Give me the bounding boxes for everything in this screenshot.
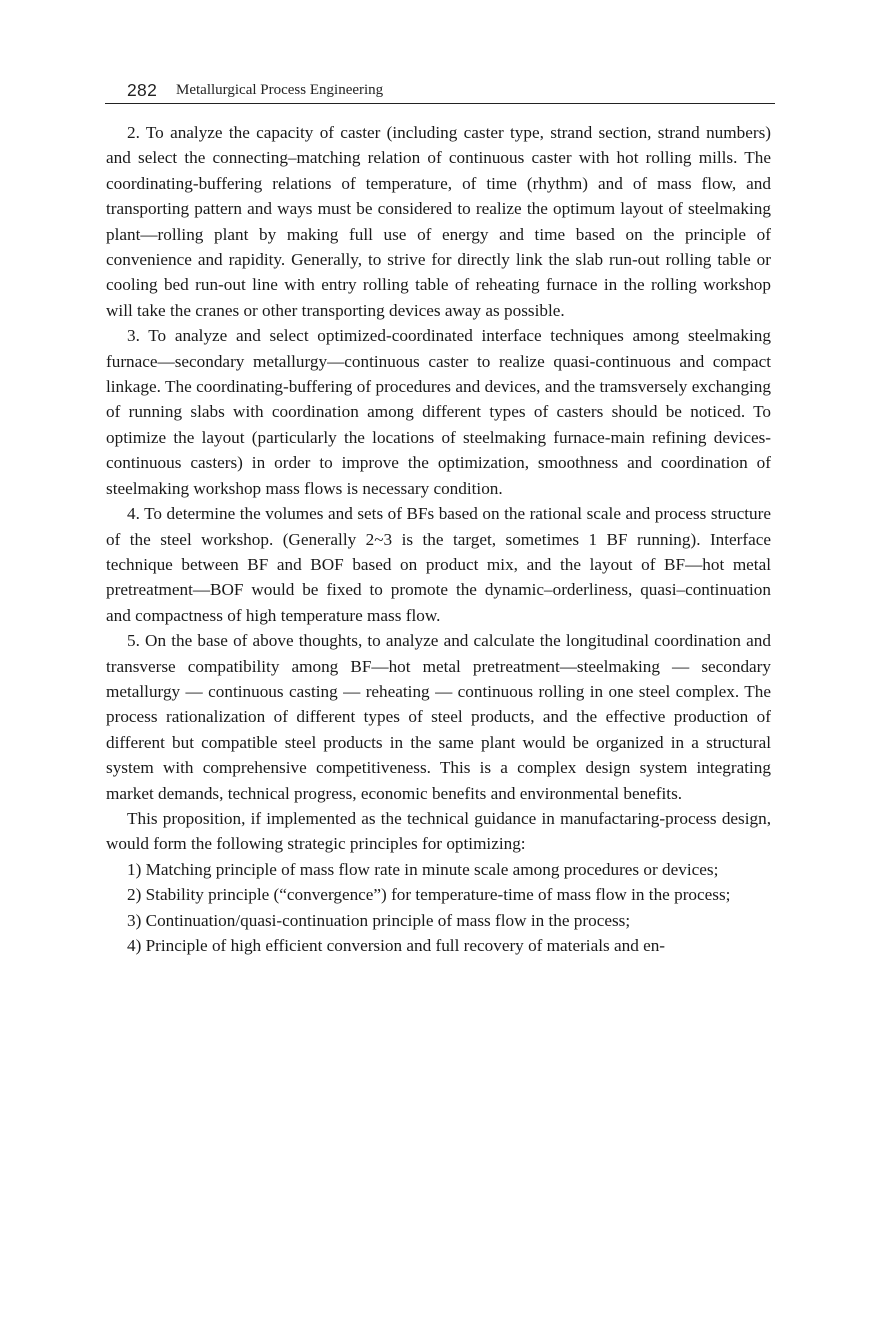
principle-3: 3) Continuation/quasi-continuation principle of mass flow in the process; bbox=[127, 910, 631, 930]
page-header bbox=[105, 78, 775, 104]
principle-2: 2) Stability principle (“convergence”) for temperature-time of mass flow in the process; bbox=[127, 885, 731, 905]
running-title: Metallurgical Process Engineering bbox=[176, 82, 384, 98]
principle-4: 4) Principle of high efficient conversion and full recovery of materials and en- bbox=[127, 936, 666, 955]
paragraph-item-3: 3. To analyze and select optimized-coordinated interface techniques among steelmaking furnace—secondary metallurgy—continuous caster to realize quasi-continuous and compact linkage. The coordinating-buffering of procedures and devices, and the tramsversely exchanging of running slabs with coordination among different types of casters should be noticed. To optimize the layout (particularly the locations of steelmaking furnace-main refining devices-continuous casters) in order to improve the optimization, smoothness and coordination of steelmaking workshop mass flows is necessary condition. bbox=[106, 326, 771, 498]
body-text bbox=[106, 120, 771, 958]
paragraph-proposition: This proposition, if implemented as the technical guidance in manufactaring-process design, would form the following strategic principles for optimizing: bbox=[106, 808, 771, 854]
paragraph-item-2: 2. To analyze the capacity of caster (including caster type, strand section, strand numbers) and select the connecting–matching relation of continuous caster with hot rolling mills. The coordinating-buffering relations of temperature, of time (rhythm) and of mass flow, and transporting pattern and ways must be considered to realize the optimum layout of steelmaking plant—rolling plant by making full use of energy and time based on the principle of convenience and rapidity. Generally, to strive for directly link the slab run-out rolling table or cooling bed run-out line with entry rolling table of reheating furnace in the rolling workshop will take the cranes or other transporting devices away as possible. bbox=[106, 123, 771, 320]
paragraph-item-4: 4. To determine the volumes and sets of BFs based on the rational scale and process structure of the steel workshop. (Generally 2~3 is the target, sometimes 1 BF running). Interface technique between BF and BOF based on product mix, and the layout of BF—hot metal pretreatment—BOF would be fixed to promote the dynamic–orderliness, quasi–continuation and compactness of high temperature mass flow. bbox=[106, 504, 771, 625]
paragraph-item-5: 5. On the base of above thoughts, to analyze and calculate the longitudinal coordination and transverse compatibility among BF—hot metal pretreatment—steelmaking — secondary metallurgy — continuous casting — reheating — continuous rolling in one steel complex. The process rationalization of different types of steel products, and the effective production of different but compatible steel products in the same plant would be organized in a structural system with comprehensive competitiveness. This is a complex design system integrating market demands, technical progress, economic benefits and environmental benefits. bbox=[106, 631, 771, 803]
page-number: 282 bbox=[127, 80, 158, 100]
principle-1: 1) Matching principle of mass flow rate in minute scale among procedures or devices; bbox=[127, 859, 719, 879]
